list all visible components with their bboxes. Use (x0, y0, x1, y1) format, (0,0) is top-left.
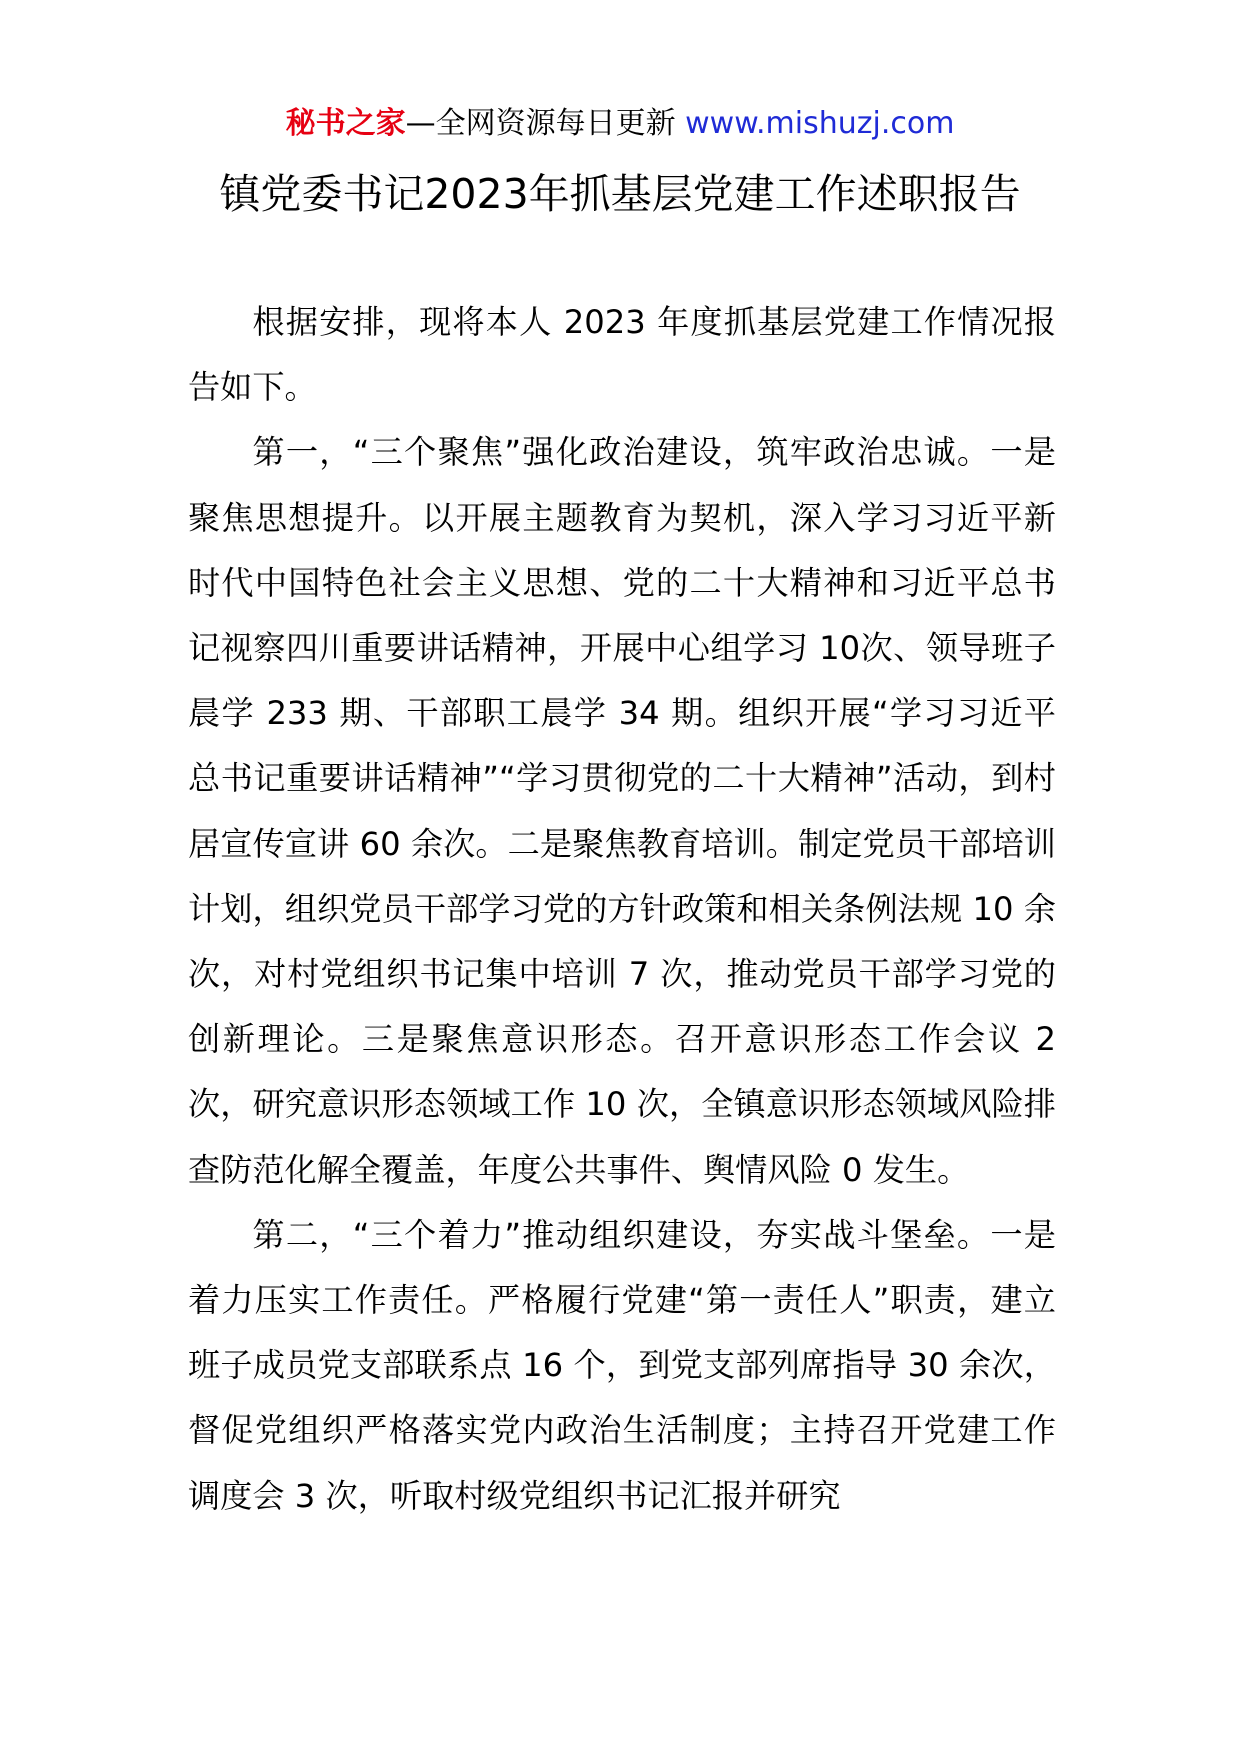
paragraph-intro: 根据安排，现将本人 2023 年度抓基层党建工作情况报告如下。 (188, 303, 1056, 407)
watermark-url[interactable]: www.mishuzj.com (685, 106, 955, 141)
watermark-brand: 秘书之家 (285, 106, 406, 141)
document-body (188, 290, 1056, 1529)
watermark-slogan: —全网资源每日更新 (405, 106, 676, 141)
paragraph-section-one: 第一，“三个聚焦”强化政治建设，筑牢政治忠诚。一是聚焦思想提升。以开展主题教育为契机，深入学习习近平新时代中国特色社会主义思想、党的二十大精神和习近平总书记视察四川重要讲话精神，开展中心组学习 10次、领导班子晨学 233 期、干部职工晨学 34 期。组织开展“学习习近平总书记重要讲话精神”“学习贯彻党的二十大精神”活动，到村居宣传宣讲 60 余次。二是聚焦教育培训。制定党员干部培训计划，组织党员干部学习党的方针政策和相关条例法规 10 余次，对村党组织书记集中培训 7 次，推动党员干部学习党的创新理论。三是聚焦意识形态。召开意识形态工作会议 2 次，研究意识形态领域工作 10 次，全镇意识形态领域风险排查防范化解全覆盖，年度公共事件、舆情风险 0 发生。 (188, 433, 1056, 1189)
document-title: 镇党委书记2023年抓基层党建工作述职报告 (219, 170, 1021, 218)
watermark-banner (0, 104, 1240, 144)
paragraph-section-two: 第二，“三个着力”推动组织建设，夯实战斗堡垒。一是着力压实工作责任。严格履行党建“第一责任人”职责，建立班子成员党支部联系点 16 个，到党支部列席指导 30 余次，督促党组织严格落实党内政治生活制度；主持召开党建工作调度会 3 次，听取村级党组织书记汇报并研究 (188, 1215, 1056, 1515)
